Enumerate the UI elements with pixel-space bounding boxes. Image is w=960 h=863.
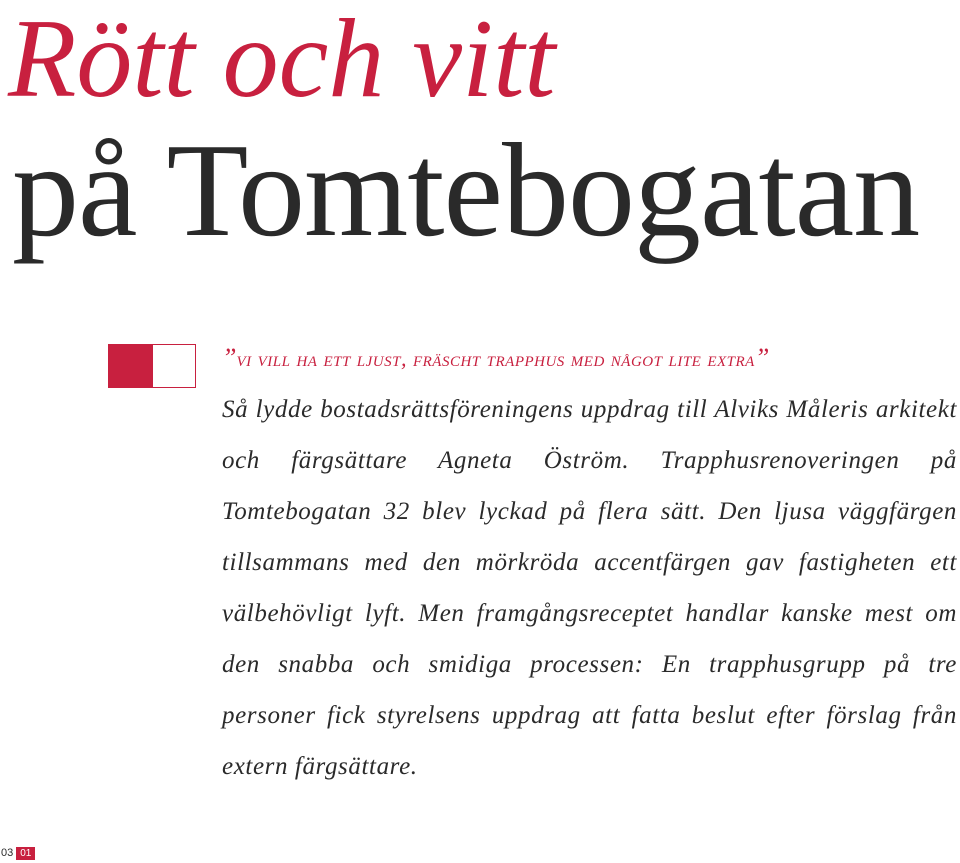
body-text	[222, 384, 957, 792]
open-quote-mark: ”	[222, 343, 237, 372]
headline-secondary: på Tomtebogatan	[12, 116, 920, 264]
lead-quote	[222, 345, 957, 372]
close-quote-mark: ”	[754, 343, 770, 372]
color-swatch-graphic	[108, 344, 196, 388]
page-number: 03	[1, 847, 14, 859]
page-footer	[0, 845, 35, 861]
white-swatch	[152, 344, 196, 388]
section-number-badge: 01	[16, 847, 35, 860]
headline-primary: Rött och vitt	[8, 0, 556, 121]
body-paragraph: Så lydde bostadsrättsföreningens uppdrag till Alviks Måleris arkitekt och färgsättare Agneta Öström. Trapphusrenoveringen på Tomtebogatan 32 blev lyckad på flera sätt. Den ljusa väggfärgen tillsammans med den mörkröda accentfärgen gav fastigheten ett välbehövligt lyft. Men framgångsreceptet handlar kanske mest om den snabba och smidiga processen: En trapphusgrupp på tre personer fick styrelsens uppdrag att fatta beslut efter förslag från extern färgsättare.	[222, 396, 957, 780]
red-swatch	[108, 344, 152, 388]
lead-quote-text: vi vill ha ett ljust, fräscht trapphus med något lite extra	[236, 346, 755, 371]
